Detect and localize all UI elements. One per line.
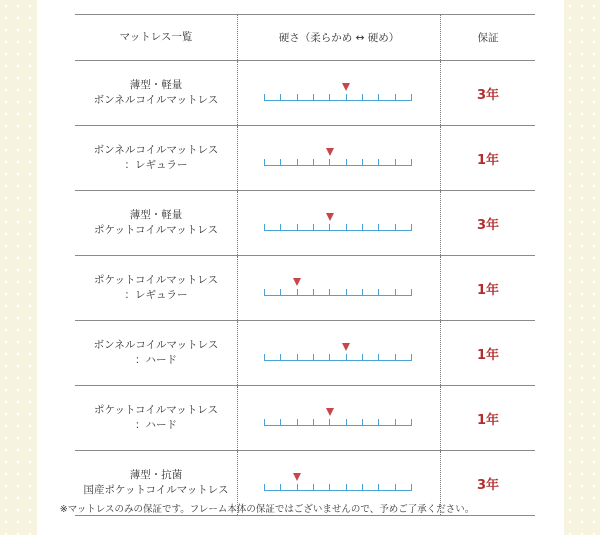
hardness-scale (264, 416, 412, 426)
hardness-marker (326, 148, 334, 156)
scale-tick (280, 224, 281, 231)
scale-baseline (264, 230, 412, 231)
hardness-cell (238, 256, 441, 320)
scale-tick (313, 419, 314, 426)
scale-baseline (264, 295, 412, 296)
scale-tick (395, 354, 396, 361)
scale-tick (362, 484, 363, 491)
header-name: マットレス一覧 (75, 15, 238, 60)
hardness-scale (264, 91, 412, 101)
mattress-name (75, 126, 238, 190)
scale-tick (297, 289, 298, 296)
mattress-name-line: ：レギュラー (124, 159, 188, 171)
scale-baseline (264, 100, 412, 101)
scale-tick (378, 289, 379, 296)
mattress-name-line: 薄型・軽量 (129, 79, 183, 91)
scale-tick (362, 289, 363, 296)
mattress-name-line: 国産ポケットコイルマットレス (83, 484, 229, 496)
mattress-name (75, 61, 238, 125)
scale-tick (411, 224, 412, 231)
scale-tick (411, 354, 412, 361)
scale-tick (313, 484, 314, 491)
warranty-value: 3年 (476, 217, 500, 233)
warranty-value: 1年 (476, 282, 500, 298)
scale-tick (329, 289, 330, 296)
table-row (75, 256, 535, 321)
scale-tick (395, 419, 396, 426)
scale-tick (280, 94, 281, 101)
scale-tick (313, 159, 314, 166)
scale-tick (378, 484, 379, 491)
mattress-name (75, 386, 238, 450)
mattress-name-line: ボンネルコイルマットレス (93, 94, 219, 106)
scale-tick (378, 224, 379, 231)
scale-tick (280, 354, 281, 361)
mattress-name-line: 薄型・抗菌 (129, 469, 183, 481)
warranty-value: 3年 (476, 477, 500, 493)
scale-tick (297, 94, 298, 101)
hardness-marker (342, 343, 350, 351)
mattress-name-line: 薄型・軽量 (129, 209, 183, 221)
table-row (75, 126, 535, 191)
scale-tick (411, 419, 412, 426)
mattress-name-line: ポケットコイルマットレス (93, 404, 218, 416)
table-body (75, 61, 535, 516)
hardness-cell (238, 126, 441, 190)
hardness-cell (238, 191, 441, 255)
scale-tick (264, 419, 265, 426)
scale-tick (362, 159, 363, 166)
scale-tick (395, 289, 396, 296)
hardness-scale (264, 481, 412, 491)
hardness-scale (264, 156, 412, 166)
hardness-marker (326, 408, 334, 416)
scale-tick (395, 484, 396, 491)
scale-tick (329, 224, 330, 231)
table-row (75, 191, 535, 256)
hardness-marker (293, 473, 301, 481)
scale-tick (280, 289, 281, 296)
hardness-marker (342, 83, 350, 91)
hardness-marker (293, 278, 301, 286)
scale-tick (346, 289, 347, 296)
mattress-name-line: ：ハード (134, 354, 177, 366)
warranty-value: 1年 (476, 412, 500, 428)
scale-tick (378, 354, 379, 361)
scale-tick (280, 159, 281, 166)
scale-tick (264, 94, 265, 101)
scale-tick (346, 94, 347, 101)
scale-tick (346, 354, 347, 361)
warranty-value: 1年 (476, 347, 500, 363)
scale-tick (313, 289, 314, 296)
scale-tick (411, 484, 412, 491)
scale-tick (346, 224, 347, 231)
mattress-name (75, 191, 238, 255)
table-row (75, 386, 535, 451)
scale-tick (378, 159, 379, 166)
scale-tick (395, 159, 396, 166)
scale-baseline (264, 165, 412, 166)
scale-tick (329, 354, 330, 361)
header-warranty: 保証 (477, 32, 499, 44)
warranty-value: 3年 (476, 87, 500, 103)
scale-tick (329, 159, 330, 166)
scale-tick (362, 419, 363, 426)
mattress-name (75, 256, 238, 320)
scale-tick (411, 159, 412, 166)
scale-tick (329, 419, 330, 426)
scale-tick (346, 484, 347, 491)
hardness-cell (238, 61, 441, 125)
scale-tick (362, 354, 363, 361)
mattress-name-line: ボンネルコイルマットレス (93, 144, 219, 156)
header-hardness: 硬さ（柔らかめ ↔ 硬め） (238, 15, 441, 60)
scale-baseline (264, 425, 412, 426)
scale-tick (411, 289, 412, 296)
scale-tick (264, 159, 265, 166)
hardness-scale (264, 351, 412, 361)
mattress-name-line: ：レギュラー (124, 289, 188, 301)
hardness-scale (264, 286, 412, 296)
scale-tick (297, 159, 298, 166)
hardness-cell (238, 321, 441, 385)
scale-tick (280, 419, 281, 426)
scale-tick (395, 94, 396, 101)
scale-tick (329, 484, 330, 491)
scale-tick (346, 159, 347, 166)
scale-tick (264, 354, 265, 361)
scale-baseline (264, 490, 412, 491)
mattress-name-line: ポケットコイルマットレス (93, 274, 218, 286)
mattress-name-line: ：ハード (134, 419, 177, 431)
scale-tick (264, 289, 265, 296)
scale-tick (411, 94, 412, 101)
scale-tick (280, 484, 281, 491)
scale-baseline (264, 360, 412, 361)
footnote: ※マットレスのみの保証です。フレーム本体の保証ではございませんので、予めご了承ください。 (59, 504, 475, 515)
scale-tick (378, 94, 379, 101)
scale-tick (297, 419, 298, 426)
scale-tick (297, 224, 298, 231)
scale-tick (297, 484, 298, 491)
table-row (75, 61, 535, 126)
hardness-scale (264, 221, 412, 231)
scale-tick (378, 419, 379, 426)
table-row (75, 321, 535, 386)
table-header (75, 14, 535, 61)
scale-tick (395, 224, 396, 231)
mattress-name-line: ボンネルコイルマットレス (93, 339, 219, 351)
mattress-table (75, 14, 535, 516)
scale-tick (264, 484, 265, 491)
scale-tick (297, 354, 298, 361)
scale-tick (313, 224, 314, 231)
scale-tick (362, 224, 363, 231)
mattress-name-line: ポケットコイルマットレス (93, 224, 218, 236)
scale-tick (264, 224, 265, 231)
warranty-value: 1年 (476, 152, 500, 168)
hardness-cell (238, 386, 441, 450)
scale-tick (313, 354, 314, 361)
scale-tick (329, 94, 330, 101)
mattress-name (75, 321, 238, 385)
scale-tick (313, 94, 314, 101)
hardness-marker (326, 213, 334, 221)
scale-tick (346, 419, 347, 426)
scale-tick (362, 94, 363, 101)
